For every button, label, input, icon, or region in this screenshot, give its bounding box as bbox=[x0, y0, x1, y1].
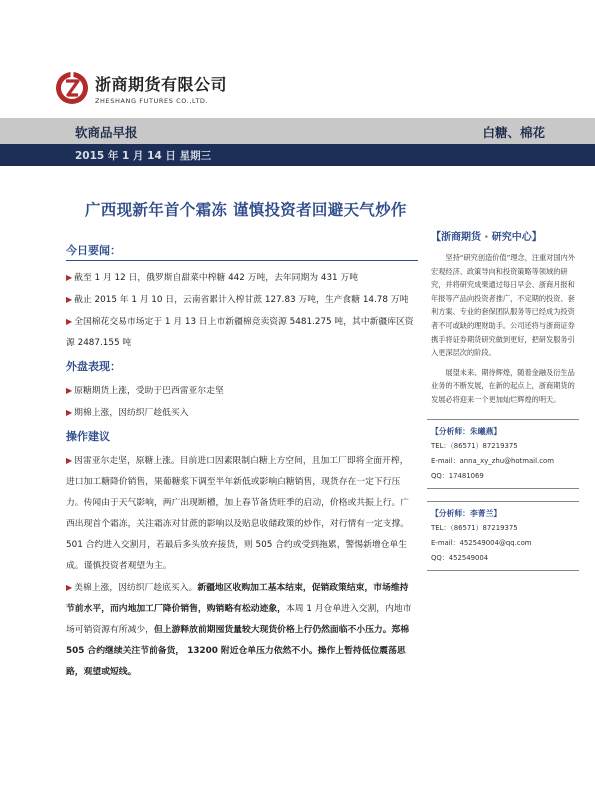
report-type-band bbox=[0, 118, 595, 144]
date-band bbox=[0, 144, 595, 166]
list-item: ▶ 全国棉花交易市场定于 1 月 13 日上市新疆棉竞卖资源 5481.275 吨，其中新疆库区资源 2487.155 吨 bbox=[66, 317, 414, 348]
triangle-bullet-icon: ▶ bbox=[66, 583, 73, 592]
analyst-name: 【分析师：朱曦燕】 bbox=[431, 426, 502, 436]
analyst-tel: TEL：（86571）87219375 bbox=[431, 441, 518, 450]
main-content bbox=[66, 242, 416, 687]
triangle-bullet-icon: ▶ bbox=[66, 295, 73, 304]
today-news-title: 今日要闻： bbox=[66, 242, 418, 261]
analyst-name: 【分析师：李菁兰】 bbox=[431, 508, 502, 518]
sidebar-paragraph: 坚持“研究创造价值”理念，注重对国内外宏观经济、政策导向和投资策略等领域的研究，并将研究成果通过每日早会、浙商月报和年报等产品向投资者推广，不定期的投资、套利方案、专业的套保团队服务等已经成为投资者不可或缺的理财助手。公司还将与浙商证券携手将证券期货研究做到更好，把研发服务引入更深层次的阶段。 bbox=[431, 253, 576, 358]
sugar-advice: ▶ 因雷亚尔走坚，原糖上涨。目前进口因素限制白糖上方空间，且加工厂即将全面开榨，进口加工糖降价销售，果葡糖浆下调至半年新低或影响白糖销售，现货存在一定下行压力。传闻由于天气影响，两广出现断槽，加上春节备货旺季的启动，价格或共振上行。广西出现首个霜冻，关注霜冻对甘蔗的影响以及贴息收储政策的炒作，对行情有一定支撑。501 合约进入交割月，若最后多头放弃接货，则 505 合约或受到拖累，警惕新增仓单生成。谨慎投资者观望为主。 bbox=[66, 456, 410, 571]
company-name-en: ZHESHANG FUTURES CO.,LTD. bbox=[95, 96, 209, 105]
analyst-email[interactable]: E-mail：anna_xy_zhu@hotmail.com bbox=[431, 456, 554, 465]
triangle-bullet-icon: ▶ bbox=[66, 317, 73, 326]
analyst-card bbox=[427, 419, 579, 489]
analyst-tel: TEL：（86571）87219375 bbox=[431, 523, 518, 532]
report-date: 2015 年 1 月 14 日 星期三 bbox=[75, 150, 212, 162]
list-item: ▶ 截至 1 月 12 日，俄罗斯自甜菜中榨糖 442 万吨，去年同期为 431 万吨 bbox=[66, 273, 359, 283]
operation-advice bbox=[66, 450, 416, 683]
company-logo-icon bbox=[55, 71, 89, 105]
commodities: 白糖、棉花 bbox=[482, 125, 545, 140]
list-item: ▶ 期棉上涨，因纺织厂趁低买入 bbox=[66, 408, 189, 418]
list-item: ▶ 原糖期货上涨，受助于巴西雷亚尔走坚 bbox=[66, 386, 224, 396]
sidebar-title: 【浙商期货 · 研究中心】 bbox=[431, 232, 542, 243]
analyst-card bbox=[427, 501, 579, 571]
triangle-bullet-icon: ▶ bbox=[66, 386, 73, 395]
research-center-sidebar bbox=[427, 228, 579, 571]
analyst-email[interactable]: E-mail：452549004@qq.com bbox=[431, 538, 532, 547]
company-logo bbox=[55, 68, 227, 108]
list-item: ▶ 截止 2015 年 1 月 10 日，云南省累计入榨甘蔗 127.83 万吨，生产食糖 14.78 万吨 bbox=[66, 295, 409, 305]
report-type: 软商品早报 bbox=[75, 125, 138, 140]
triangle-bullet-icon: ▶ bbox=[66, 408, 73, 417]
cotton-advice: ▶ 美棉上涨，因纺织厂趁底买入。新疆地区收购加工基本结束，促销政策结束，市场维持节前水平，而内地加工厂降价销售，购销略有松动迹象，本周 1 月仓单进入交割，内地市场可销资源有所减少，但上游释放前期囤货量较大现货价格上行仍然面临不小压力。郑棉 505 合约继续关注节前备货， 13200 附近仓单压力依然不小。操作上暂持低位震荡思路，观望或短线。 bbox=[66, 583, 412, 677]
triangle-bullet-icon: ▶ bbox=[66, 273, 73, 282]
sidebar-paragraph: 展望未来、期待辉煌，随着金融及衍生品业务的不断发展，在新的起点上，浙商期货的发展必将迎来一个更加灿烂辉煌的明天。 bbox=[431, 367, 575, 404]
company-name-cn: 浙商期货有限公司 bbox=[95, 74, 228, 94]
outer-market-list bbox=[66, 380, 416, 424]
analyst-qq: QQ：452549004 bbox=[431, 553, 489, 562]
triangle-bullet-icon: ▶ bbox=[66, 456, 73, 465]
outer-market-title: 外盘表现： bbox=[66, 360, 121, 373]
operation-advice-title: 操作建议 bbox=[66, 430, 110, 443]
today-news-list bbox=[66, 267, 416, 354]
analyst-qq: QQ：17481069 bbox=[431, 471, 484, 480]
headline: 广西现新年首个霜冻 谨慎投资者回避天气炒作 bbox=[85, 201, 407, 219]
